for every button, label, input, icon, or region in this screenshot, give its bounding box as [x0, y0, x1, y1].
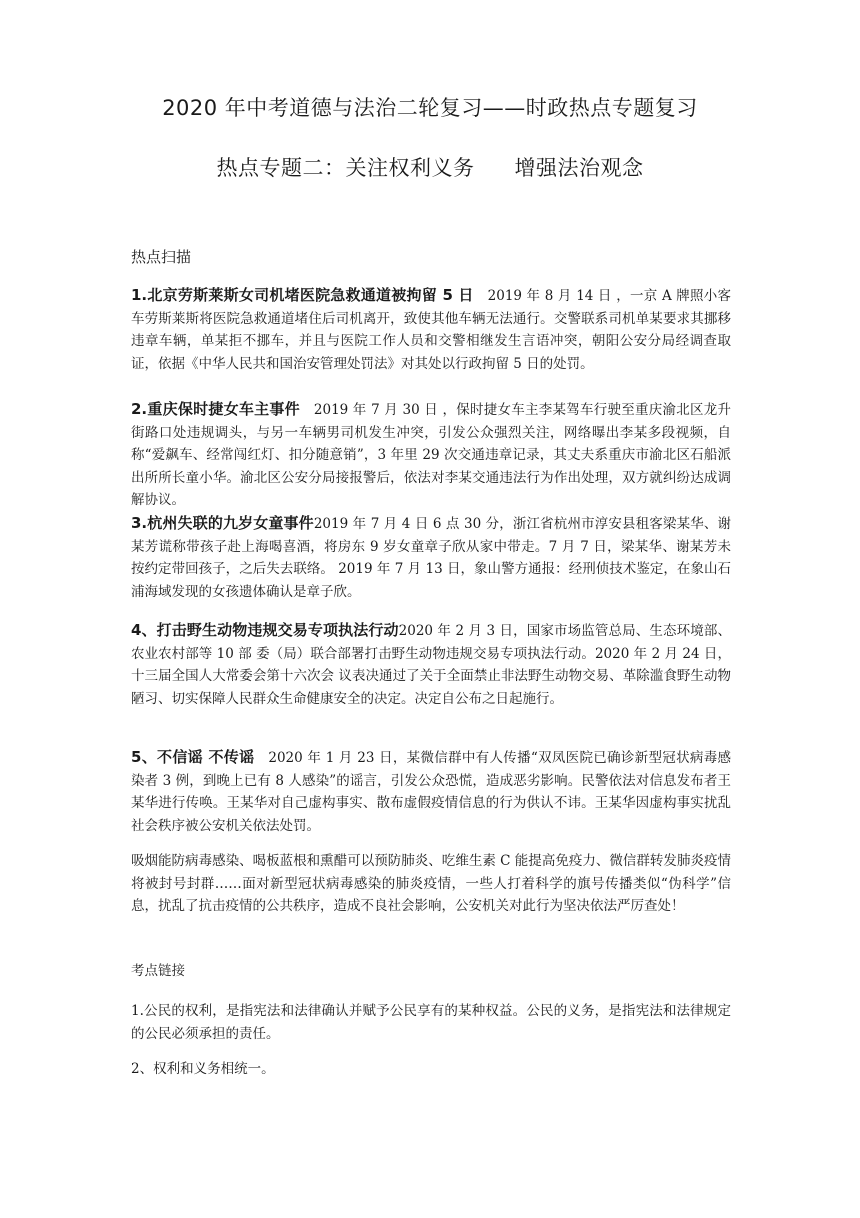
hotspot-item-5 — [131, 746, 731, 837]
hotspot-lead-1: 1.北京劳斯莱斯女司机堵医院急救通道被拘留 5 日 — [131, 286, 474, 304]
rumor-paragraph: 吸烟能防病毒感染、喝板蓝根和熏醋可以预防肺炎、吃维生素 C 能提高免疫力、微信群转发肺炎疫情将被封号封群……面对新型冠状病毒感染的肺炎疫情，一些人打着科学的旗号传播类似“伪科学”信息，扰乱了抗击疫情的公共秩序，造成不良社会影响，公安机关对此行为坚决依法严厉查处！ — [131, 853, 731, 914]
hotspot-lead-4: 4、打击野生动物违规交易专项执法行动 — [131, 621, 399, 639]
subtitle-part-2: 增强法治观念 — [514, 156, 644, 180]
hotspot-body-4: 2020 年 2 月 3 日，国家市场监管总局、生态环境部、农业农村部等 10 部 委（局）联合部署打击野生动物违规交易专项执法行动。2020 年 2 月 24 日，十三届全国人大常委会第十六次会 议表决通过了关于全面禁止非法野生动物交易、革除滥食野生动物陋习、切实保障人民群众生命健康安全的决定。决定自公布之日起施行。 — [131, 623, 731, 707]
point-item-2: 2、权利和义务相统一。 — [131, 1061, 275, 1077]
document-title: 2020 年中考道德与法治二轮复习——时政热点专题复习 — [162, 96, 698, 120]
section-heading-link: 考点链接 — [131, 963, 185, 979]
hotspot-item-3 — [131, 512, 731, 603]
hotspot-body-5: 2020 年 1 月 23 日，某微信群中有人传播“双凤医院已确诊新型冠状病毒感染者 3 例，到晚上已有 8 人感染”的谣言，引发公众恐慌，造成恶劣影响。民警依法对信息发布者王某华进行传唤。王某华对自己虚构事实、散布虚假疫情信息的行为供认不讳。王某华因虚构事实扰乱社会秩序被公安机关依法处罚。 — [131, 750, 731, 834]
hotspot-item-2 — [131, 398, 731, 512]
hotspot-body-3: 2019 年 7 月 4 日 6 点 30 分，浙江省杭州市淳安县租客梁某华、谢某芳谎称带孩子赴上海喝喜酒，将房东 9 岁女童章子欣从家中带走。7 月 7 日，梁某华、谢某芳未按约定带回孩子，之后失去联络。 2019 年 7 月 13 日，象山警方通报：经刑侦技术鉴定，在象山石浦海域发现的女孩遗体确认是章子欣。 — [131, 516, 731, 600]
section-heading-scan: 热点扫描 — [131, 248, 192, 266]
hotspot-item-4 — [131, 619, 731, 710]
hotspot-body-2: 2019 年 7 月 30 日 ，保时捷女车主李某驾车行驶至重庆渝北区龙升街路口处违规调头，与另一车辆男司机发生冲突，引发公众强烈关注，网络曝出李某多段视频，自称“爱飙车、经常闯红灯、扣分随意销”，3 年里 29 次交通违章记录，其丈夫系重庆市渝北区石船派出所所长童小华。渝北区公安分局接报警后，依法对李某交通违法行为作出处理，双方就纠纷达成调解协议。 — [131, 402, 731, 508]
document-subtitle — [0, 152, 860, 182]
hotspot-lead-3: 3.杭州失联的九岁女童事件 — [131, 514, 314, 532]
subtitle-part-1: 热点专题二：关注权利义务 — [216, 156, 475, 180]
hotspot-body-1: 2019 年 8 月 14 日 ，一京 A 牌照小客车劳斯莱斯将医院急救通道堵住后司机离开，致使其他车辆无法通行。交警联系司机单某要求其挪移违章车辆，单某拒不挪车，并且与医院工作人员和交警相继发生言语冲突，朝阳公安分局经调查取证，依据《中华人民共和国治安管理处罚法》对其处以行政拘留 5 日的处罚。 — [131, 288, 731, 372]
point-item-1: 1.公民的权利，是指宪法和法律确认并赋予公民享有的某种权益。公民的义务，是指宪法和法律规定的公民必须承担的责任。 — [131, 1003, 731, 1042]
hotspot-lead-2: 2.重庆保时捷女车主事件 — [131, 400, 300, 418]
hotspot-lead-5: 5、不信谣 不传谣 — [131, 748, 255, 766]
hotspot-item-1 — [131, 284, 731, 375]
